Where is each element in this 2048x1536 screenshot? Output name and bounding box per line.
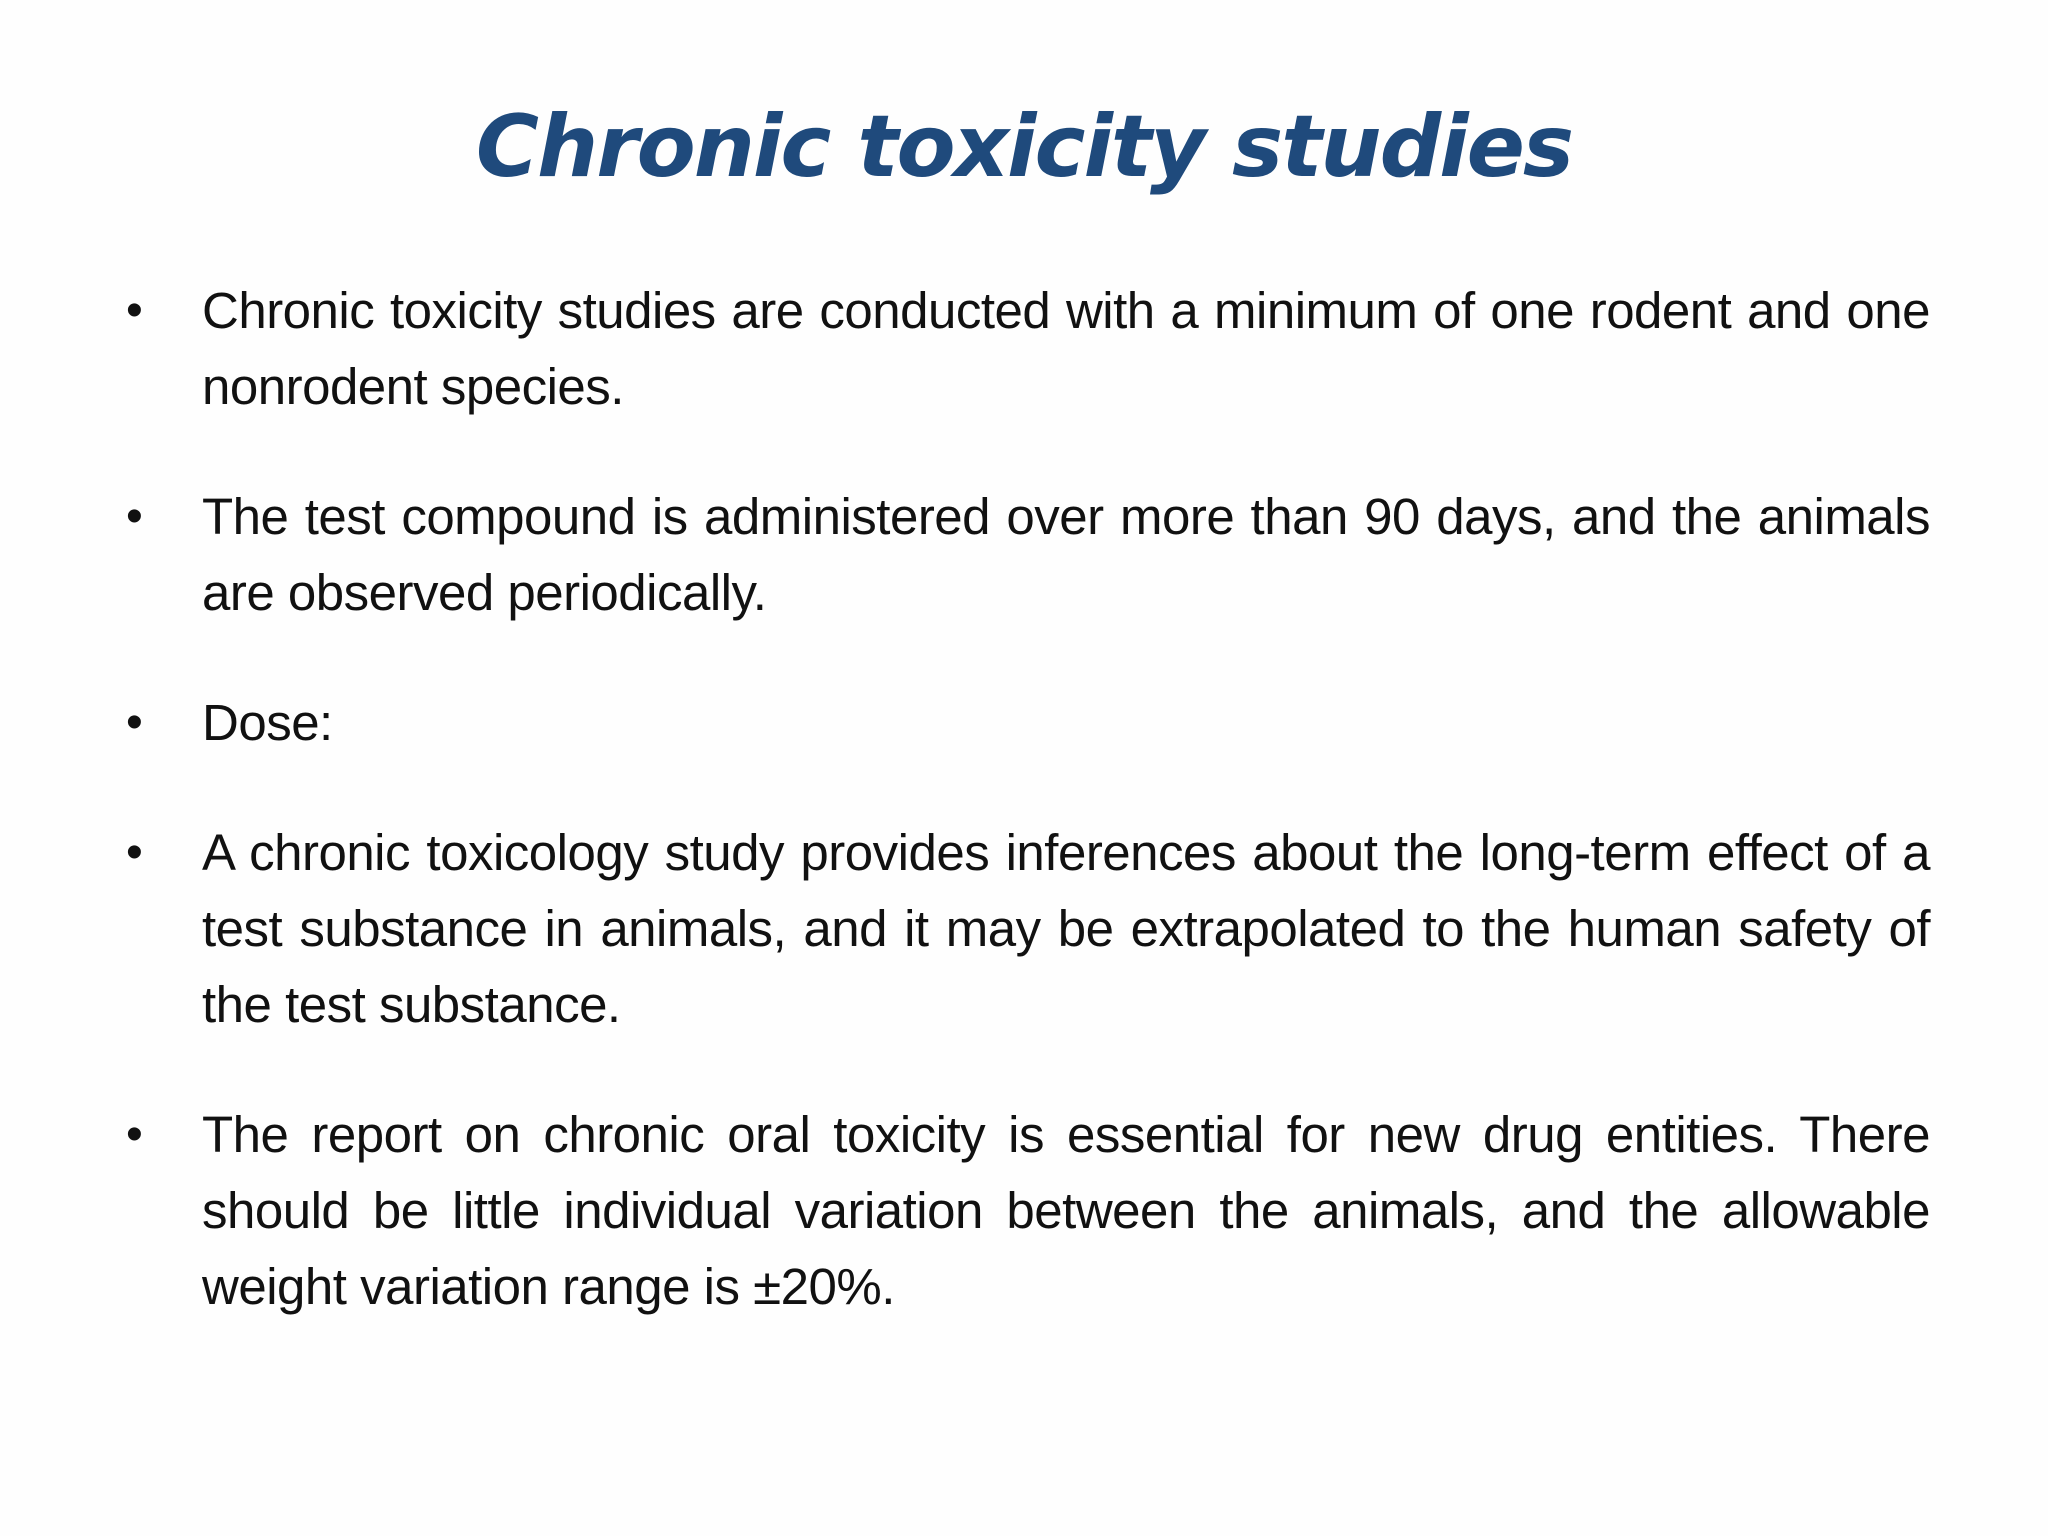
bullet-text: A chronic toxicology study provides inferences about the long-term effect of a test substance in animals, and it may be extrapolated to the human safety of the test substance. xyxy=(202,824,1930,1033)
slide-title: Chronic toxicity studies xyxy=(475,97,1573,197)
bullet-text: Chronic toxicity studies are conducted with a minimum of one rodent and one nonrodent species. xyxy=(202,282,1930,415)
bullet-dot-icon: • xyxy=(126,284,143,337)
bullet-text: The report on chronic oral toxicity is essential for new drug entities. There should be little individual variation between the animals, and the allowable weight variation range is ±20%. xyxy=(202,1106,1930,1315)
bullet-item xyxy=(118,1097,1930,1325)
bullet-text: The test compound is administered over more than 90 days, and the animals are observed periodically. xyxy=(202,488,1930,621)
bullet-dot-icon: • xyxy=(126,826,143,879)
bullet-dot-icon: • xyxy=(126,1108,143,1161)
bullet-item xyxy=(118,273,1930,425)
bullet-dot-icon: • xyxy=(126,696,143,749)
bullet-item xyxy=(118,685,1930,761)
bullet-text: Dose: xyxy=(202,694,333,751)
bullet-item xyxy=(118,479,1930,631)
bullet-list xyxy=(118,273,1930,1379)
bullet-dot-icon: • xyxy=(126,490,143,543)
bullet-item xyxy=(118,815,1930,1043)
